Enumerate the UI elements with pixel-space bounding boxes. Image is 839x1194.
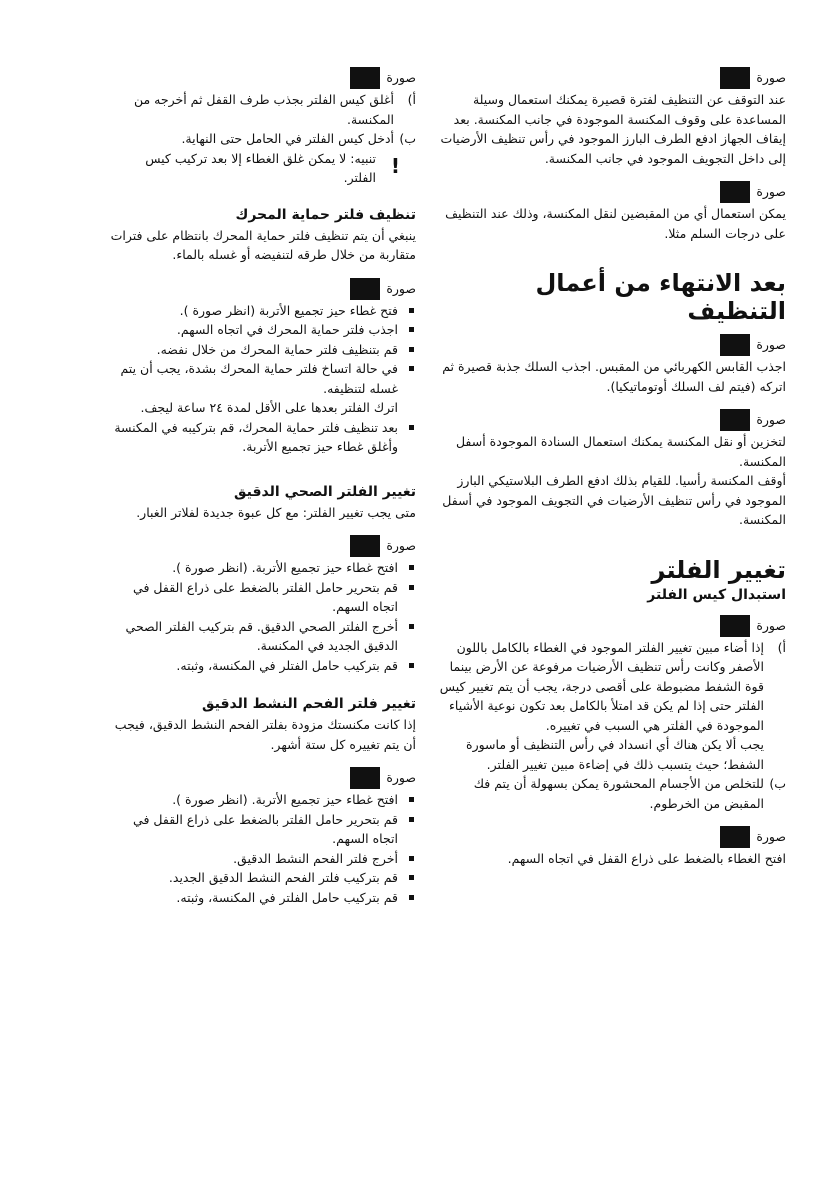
list-item: قم بتركيب فلتر الفحم النشط الدقيق الجديد. (110, 868, 416, 888)
list-item: أخرج فلتر الفحم النشط الدقيق. (110, 849, 416, 869)
figure-label: صورة (756, 184, 786, 200)
list-item: قم بتركيب حامل الفتلر في المكنسة، وثبته. (110, 656, 416, 676)
figure-number-box (350, 67, 380, 89)
figure-number-box (720, 615, 750, 637)
step-item (110, 90, 416, 129)
list-item: أخرج الفلتر الصحي الدقيق. قم بتركيب الفلتر الصحي الدقيق الجديد في المكنسة. (110, 617, 416, 656)
warning-text: تنبيه: لا يمكن غلق الغطاء إلا بعد تركيب كيس الفلتر. (145, 150, 376, 185)
figure-number-box (350, 535, 380, 557)
figure-number-box (350, 767, 380, 789)
step-text: إذا أضاء مبين تغيير الفلتر الموجود في الغطاء بالكامل باللون الأصفر وكانت رأس تنظيف الأرضيات مرفوعة عن الأرض بينما قوة الشفط مضبوطة على أقصى درجة، يجب أن يتم تغيير كيس الفلتر حتى إذا لم يكن قد امتلأ بالكامل بعد تكون نوعية الأشياء الموجودة في الفلتر هي السبب في تغييره. (439, 639, 764, 733)
list-item: قم بتنظيف فلتر حماية المحرك من خلال نفضه. (110, 340, 416, 360)
figure-reference (110, 277, 416, 301)
list-item: اجذب فلتر حماية المحرك في اتجاه السهم. (110, 320, 416, 340)
bullet-list (110, 558, 416, 675)
list-item: قم بتركيب حامل الفلتر في المكنسة، وثبته. (110, 888, 416, 908)
paragraph: افتح الغطاء بالضغط على ذراع القفل في اتجاه السهم. (507, 851, 786, 866)
paragraph: يمكن استعمال أي من المقبضين لنقل المكنسة، وذلك عند التنظيف على درجات السلم مثلا. (445, 206, 786, 241)
warning-note (110, 149, 416, 188)
figure-label: صورة (756, 337, 786, 353)
step-marker: ب) (399, 131, 416, 146)
figure-reference (110, 534, 416, 558)
list-item: قم بتحرير حامل الفلتر بالضغط على ذراع القفل في اتجاه السهم. (110, 578, 416, 617)
bullet-list (110, 301, 416, 457)
step-marker: أ) (407, 92, 416, 107)
figure-reference (110, 766, 416, 790)
figure-number-box (720, 67, 750, 89)
list-item: بعد تنظيف فلتر حماية المحرك، قم بتركيبه في المكنسة وأغلق غطاء حيز تجميع الأتربة. (110, 418, 416, 457)
list-note: اترك الفلتر بعدها على الأقل لمدة ٢٤ ساعة ليجف. (140, 400, 398, 415)
step-item (432, 774, 786, 813)
paragraph: ينبغي أن يتم تنظيف فلتر حماية المحرك بانتظام على فترات متقاربة من خلال طرقه لتنفيضه أو غسله بالماء. (110, 227, 416, 262)
step-marker: أ) (777, 639, 786, 655)
list-item: قم بتحرير حامل الفلتر بالضغط على ذراع القفل في اتجاه السهم. (110, 810, 416, 849)
figure-label: صورة (386, 770, 416, 786)
figure-number-box (350, 278, 380, 300)
paragraph: عند التوقف عن التنظيف لفترة قصيرة يمكنك استعمال وسيلة المساعدة على وقوف المكنسة الموجودة في جانب المكنسة. بعد إيقاف الجهاز ادفع الطرف البارز الموجود في رأس تنظيف الأرضيات إلى داخل التجويف الموجود في جانب المكنسة. (440, 92, 786, 166)
figure-label: صورة (386, 280, 416, 296)
figure-label: صورة (756, 617, 786, 633)
figure-number-box (720, 181, 750, 203)
step-text: أغلق كيس الفلتر بجذب طرف القفل ثم أخرجه من المكنسة. (133, 92, 394, 127)
list-item: في حالة اتساخ فلتر حماية المحرك بشدة، يجب أن يتم غسله لتنظيفه. (110, 359, 416, 398)
list-item: افتح غطاء حيز تجميع الأتربة. (انظر صورة ). (110, 790, 416, 810)
figure-reference (432, 825, 786, 849)
figure-number-box (720, 409, 750, 431)
figure-label: صورة (756, 829, 786, 845)
figure-reference (432, 66, 786, 90)
section-heading: تنظيف فلتر حماية المحرك (235, 206, 416, 223)
figure-reference (432, 180, 786, 204)
step-marker: ب) (769, 776, 786, 791)
figure-number-box (720, 334, 750, 356)
list-item: افتح غطاء حيز تجميع الأتربة. (انظر صورة ). (110, 558, 416, 578)
step-text: أدخل كيس الفلتر في الحامل حتى النهاية. (181, 131, 394, 146)
figure-label: صورة (386, 538, 416, 554)
paragraph: لتخزين أو نقل المكنسة يمكنك استعمال السنادة الموجودة أسفل المكنسة. (455, 434, 786, 469)
figure-label: صورة (756, 412, 786, 428)
bullet-list (110, 790, 416, 907)
step-item (110, 129, 416, 149)
paragraph: أوقف المكنسة رأسيا. للقيام بذلك ادفع الطرف البلاستيكي البارز الموجود في رأس تنظيف الأرضيات في التجويف الموجود في أسفل المكنسة. (442, 473, 786, 527)
figure-reference (432, 614, 786, 638)
figure-label: صورة (756, 70, 786, 86)
step-note: يجب ألا يكن هناك أي انسداد في رأس التنظيف أو ماسورة الشفط؛ حيث يتسبب ذلك في إضاءة مبين تغيير الفلتر. (466, 737, 764, 772)
figure-number-box (720, 826, 750, 848)
figure-label: صورة (386, 70, 416, 86)
paragraph: إذا كانت مكنستك مزودة بفلتر الفحم النشط الدقيق، فيجب أن يتم تغييره كل ستة أشهر. (114, 717, 416, 752)
step-item (432, 638, 786, 775)
section-heading: بعد الانتهاء من أعمال التنظيف (535, 269, 786, 325)
right-column (432, 58, 786, 869)
warning-icon: ! (390, 153, 400, 178)
paragraph: اجذب القابس الكهربائي من المقبس. اجذب السلك جذبة قصيرة ثم اتركه (فيتم لف السلك أوتوماتيكيا). (442, 359, 786, 394)
figure-reference (432, 333, 786, 357)
step-text: للتخلص من الأجسام المحشورة يمكن بسهولة أن يتم فك المقبض من الخرطوم. (473, 776, 764, 811)
left-column (110, 58, 416, 907)
figure-reference (110, 66, 416, 90)
paragraph: متى يجب تغيير الفلتر: مع كل عبوة جديدة لفلاتر الغبار. (136, 504, 416, 520)
subsection-heading: استبدال كيس الفلتر (647, 586, 786, 603)
list-item: فتح غطاء حيز تجميع الأتربة (انظر صورة ). (110, 301, 416, 321)
figure-reference (432, 408, 786, 432)
section-heading: تغيير الفلتر الصحي الدقيق (234, 483, 416, 500)
section-heading: تغيير فلتر الفحم النشط الدقيق (202, 696, 416, 712)
section-heading: تغيير الفلتر (651, 555, 786, 584)
